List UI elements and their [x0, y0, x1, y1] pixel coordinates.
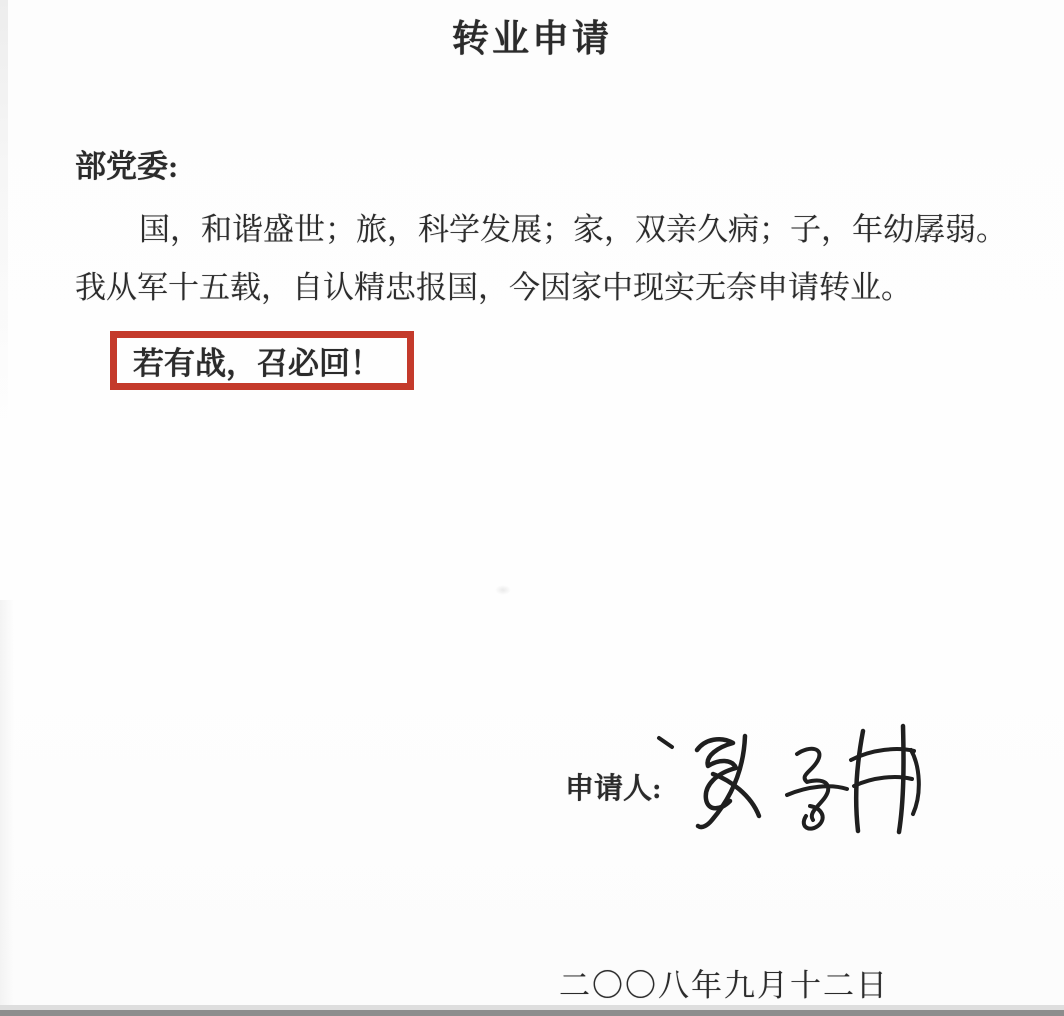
- scan-smudge: [495, 585, 511, 595]
- scan-edge-left: [0, 0, 8, 420]
- body-paragraph-line-1: 国，和谐盛世；旅，科学发展；家，双亲久病；子，年幼孱弱。: [139, 212, 1007, 247]
- salutation: 部党委:: [75, 149, 179, 184]
- body-paragraph-line-2: 我从军十五载，自认精忠报国，今因家中现实无奈申请转业。: [75, 270, 912, 305]
- scan-edge-left-lower: [0, 600, 14, 1016]
- handwritten-signature: [645, 698, 945, 853]
- highlighted-pledge-text: 若有战，召必回！: [133, 346, 381, 381]
- document-title: 转业申请: [452, 19, 612, 60]
- applicant-label: 申请人:: [565, 773, 662, 805]
- date-line: 二〇〇八年九月十二日: [559, 968, 889, 1003]
- scan-edge-bottom-dark: [0, 1010, 1064, 1016]
- red-highlight-box: [110, 331, 414, 390]
